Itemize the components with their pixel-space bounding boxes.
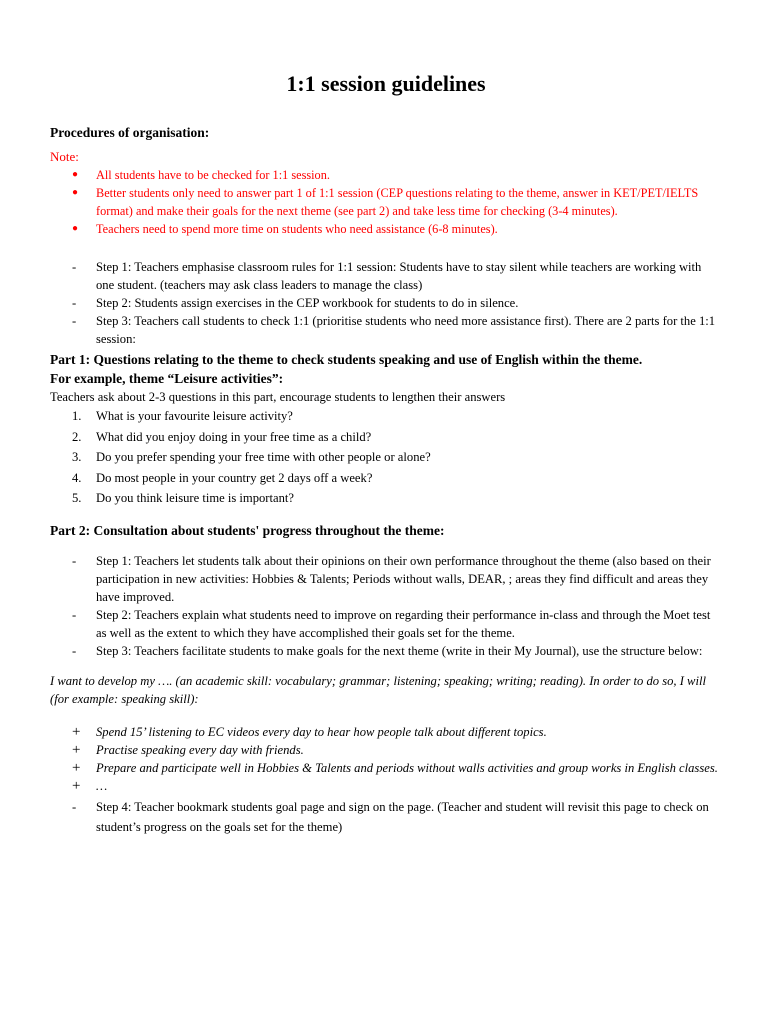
note-text: Teachers need to spend more time on students who need assistance (6-8 minutes).	[96, 222, 498, 236]
plus-mark: +	[72, 723, 81, 740]
step-text: Step 2: Teachers explain what students need to improve on regarding their performance in-class and through the Moet test as well as the extent to which they have accomplished their goals set for the theme.	[96, 607, 711, 640]
step-item	[50, 258, 722, 294]
dash-mark: -	[72, 296, 77, 310]
question-text: Do most people in your country get 2 days off a week?	[96, 470, 373, 485]
goal-item	[50, 723, 722, 741]
step-text: Step 4: Teacher bookmark students goal page and sign on the page. (Teacher and student will revisit this page to check on student’s progress on the goals set for the theme)	[96, 799, 709, 834]
notes-list	[50, 166, 722, 238]
note-item	[50, 166, 722, 184]
part1-heading: Part 1: Questions relating to the theme to check students speaking and use of English within the theme.	[50, 352, 643, 367]
question-number: 4.	[72, 470, 82, 485]
step-item	[50, 797, 722, 837]
question-item	[50, 427, 722, 448]
question-item	[50, 447, 722, 468]
question-text: Do you think leisure time is important?	[96, 491, 294, 505]
question-number: 2.	[72, 429, 82, 444]
steps-list-b	[50, 552, 722, 660]
question-text: What did you enjoy doing in your free time as a child?	[96, 429, 372, 444]
dash-mark: -	[72, 260, 77, 274]
dash-mark: -	[72, 799, 77, 814]
note-text: Better students only need to answer part 1 of 1:1 session (CEP questions relating to the theme, answer in KET/PET/IELTS format) and make their goals for the next theme (see part 2) and take less time for checking (3-4 minutes).	[96, 186, 699, 218]
part1-intro: Teachers ask about 2-3 questions in this part, encourage students to lengthen their answers	[50, 390, 506, 404]
bullet-icon: ●	[72, 169, 79, 180]
step-item	[50, 606, 722, 642]
plus-mark: +	[72, 759, 81, 776]
goal-item	[50, 741, 722, 759]
step-text: Step 1: Teachers emphasise classroom rules for 1:1 session: Students have to stay silent while teachers are working with one student. (teachers may ask class leaders to manage the class)	[96, 260, 702, 292]
goal-text: …	[96, 778, 108, 793]
example-heading: For example, theme “Leisure activities”:	[50, 371, 284, 386]
page-title: 1:1 session guidelines	[286, 71, 486, 96]
question-number: 1.	[72, 409, 82, 423]
goal-item	[50, 777, 722, 795]
question-text: Do you prefer spending your free time with other people or alone?	[96, 450, 431, 464]
question-number: 5.	[72, 491, 82, 505]
note-text: All students have to be checked for 1:1 session.	[96, 168, 330, 182]
step-item	[50, 312, 722, 348]
steps-list-c	[50, 797, 722, 837]
dash-mark: -	[72, 553, 77, 568]
note-label: Note:	[50, 149, 79, 164]
question-item	[50, 488, 722, 509]
step-text: Step 3: Teachers call students to check 1:1 (prioritise students who need more assistance first). There are 2 parts for the 1:1 session:	[96, 314, 716, 346]
question-number: 3.	[72, 450, 82, 464]
step-item	[50, 642, 722, 660]
goal-item	[50, 759, 722, 777]
part2-heading: Part 2: Consultation about students' progress throughout the theme:	[50, 522, 445, 538]
step-item	[50, 294, 722, 312]
plus-mark: +	[72, 777, 81, 794]
note-item	[50, 184, 722, 220]
dash-mark: -	[72, 643, 77, 658]
step-text: Step 2: Students assign exercises in the CEP workbook for students to do in silence.	[96, 296, 519, 310]
bullet-icon: ●	[72, 187, 79, 198]
question-text: What is your favourite leisure activity?	[96, 409, 293, 423]
goal-template: I want to develop my …. (an academic skill: vocabulary; grammar; listening; speaking; writing; reading). In order to do so, I will (for example: speaking skill):	[50, 673, 706, 706]
plus-mark: +	[72, 741, 81, 758]
question-item	[50, 406, 722, 427]
step-item	[50, 552, 722, 606]
bullet-icon: ●	[72, 223, 79, 234]
goal-text: Prepare and participate well in Hobbies & Talents and periods without walls activities and group works in English classes.	[96, 760, 718, 775]
procedures-heading: Procedures of organisation:	[50, 125, 210, 140]
dash-mark: -	[72, 314, 77, 328]
step-text: Step 1: Teachers let students talk about their opinions on their own performance throughout the theme (also based on their participation in new activities: Hobbies & Talents; Periods without walls, DEAR, ; areas they find difficult and areas they have improved.	[96, 553, 711, 604]
questions-list	[50, 406, 722, 509]
goal-text: Spend 15’ listening to EC videos every day to hear how people talk about different topics.	[96, 724, 547, 739]
dash-mark: -	[72, 607, 77, 622]
steps-list-a	[50, 258, 722, 348]
goals-list	[50, 723, 722, 795]
goal-text: Practise speaking every day with friends.	[96, 742, 304, 757]
note-item	[50, 220, 722, 238]
question-item	[50, 468, 722, 489]
step-text: Step 3: Teachers facilitate students to make goals for the next theme (write in their My Journal), use the structure below:	[96, 643, 703, 658]
